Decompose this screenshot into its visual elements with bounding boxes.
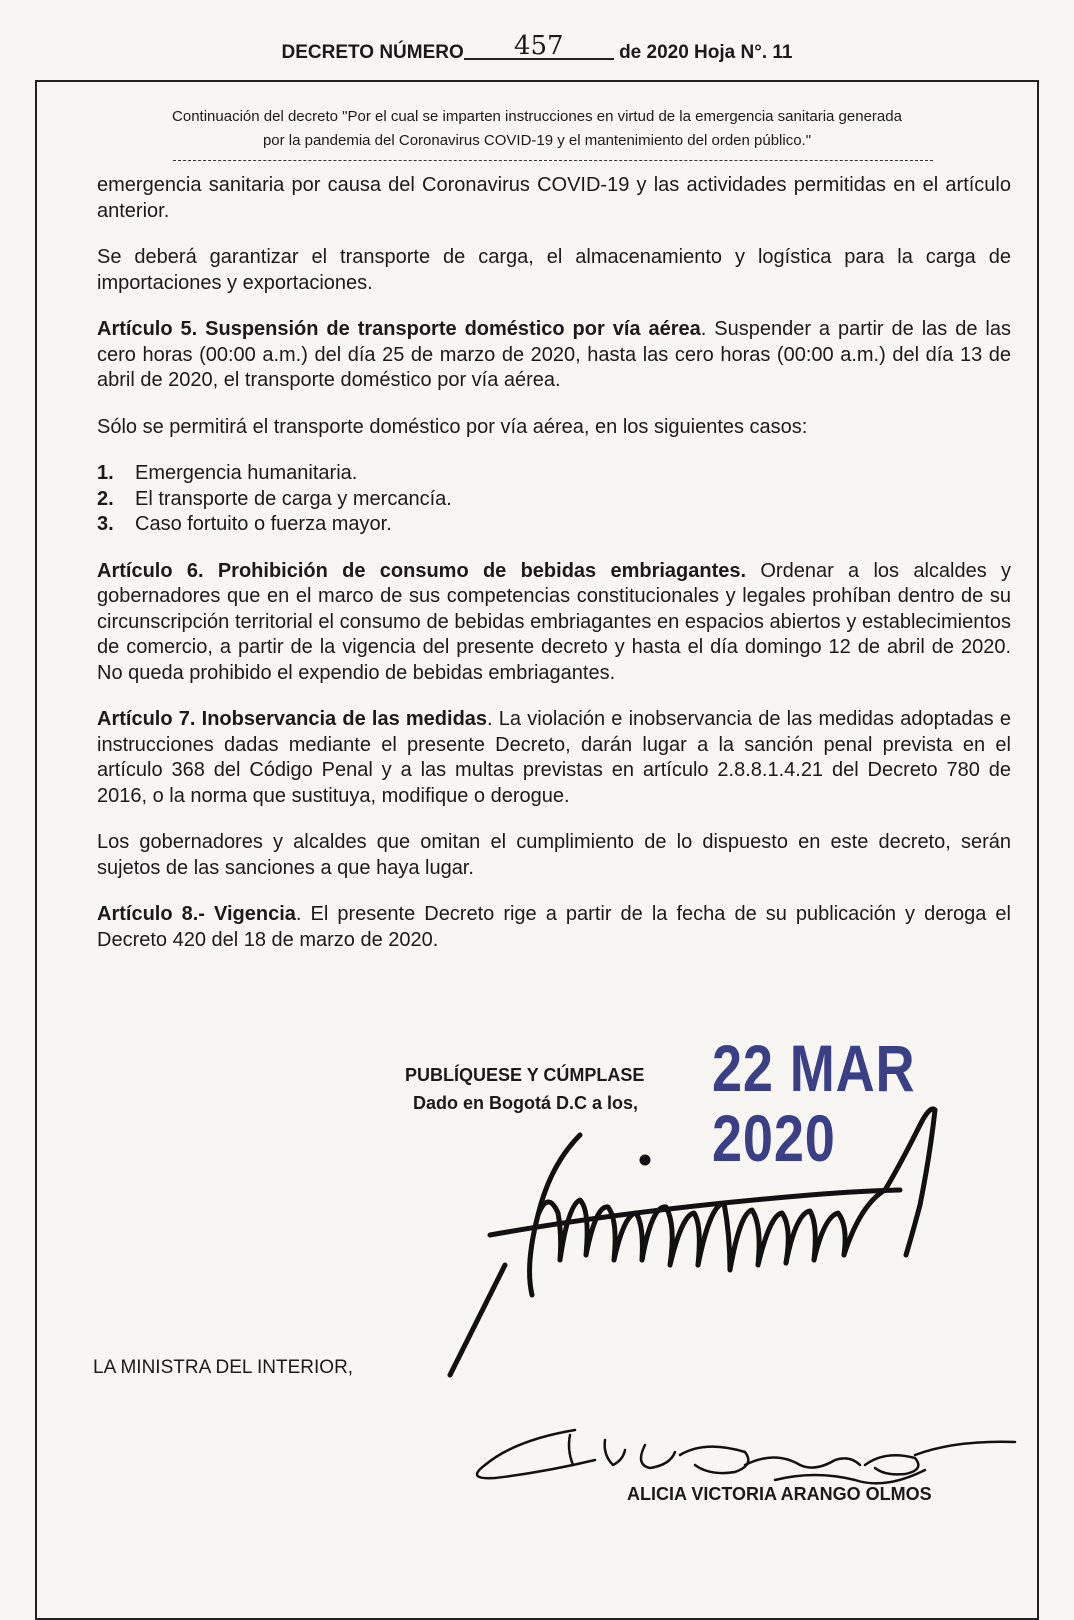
continuation-line-1: Continuación del decreto "Por el cual se imparten instrucciones en virtud de la emergencia sanitaria generada [172,108,902,125]
article-8-title: Artículo 8.- Vigencia [97,903,296,925]
article-7 [97,707,1011,809]
document-body [97,173,1011,974]
decree-number-label: DECRETO NÚMERO [281,42,464,63]
article-6-text: Ordenar a los alcaldes y gobernadores que en el marco de sus competencias constitucionales y legales prohíban dentro de su circunscripción territorial el consumo de bebidas embriagantes en espacios abiertos y establecimientos de comercio, a partir de la vigencia del presente decreto y hasta el día domingo 12 de abril de 2020. No queda prohibido el expendio de bebidas embriagantes. [97,559,1011,684]
paragraph: Se deberá garantizar el transporte de carga, el almacenamiento y logística para la carga de importaciones y exportaciones. [97,246,1011,294]
date-stamp: 22 MAR 2020 [712,1031,916,1175]
list-item: 1. Emergencia humanitaria. [97,462,358,484]
paragraph: emergencia sanitaria por causa del Coronavirus COVID-19 y las actividades permitidas en el artículo anterior. [97,174,1011,222]
decree-header [0,31,1074,64]
minister-name: ALICIA VICTORIA ARANGO OLMOS [627,1484,932,1504]
dado-en-label: Dado en Bogotá D.C a los, [413,1093,639,1113]
continuation-line-2: por la pandemia del Coronavirus COVID-19 y el mantenimiento del orden público." [262,132,812,149]
separator-dashes [173,160,933,161]
article-5-title: Artículo 5. Suspensión de transporte doméstico por vía aérea [97,318,701,340]
minister-role: LA MINISTRA DEL INTERIOR, [93,1357,354,1378]
article-7-text: . La violación e inobservancia de las medidas adoptadas e instrucciones dadas mediante el presente Decreto, darán lugar a la sanción penal prevista en el artículo 368 del Código Penal y a las multas previstas en artículo 2.8.8.1.4.21 del Decreto 780 de 2016, o la norma que sustituya, modifique o derogue. [97,708,1011,807]
article-6 [97,559,1011,687]
publiquese-label: PUBLÍQUESE Y CÚMPLASE [405,1065,645,1085]
list-item: 3. Caso fortuito o fuerza mayor. [97,513,392,535]
decree-year-page: de 2020 Hoja N°. 11 [619,42,793,63]
decree-number: 457 [464,34,614,60]
article-7-title: Artículo 7. Inobservancia de las medidas [97,708,488,730]
article-8-text: . El presente Decreto rige a partir de la fecha de su publicación y deroga el Decreto 420 del 18 de marzo de 2020. [97,903,1011,951]
paragraph: Los gobernadores y alcaldes que omitan el cumplimiento de lo dispuesto en este decreto, serán sujetos de las sanciones a que haya lugar. [97,831,1011,879]
cases-intro: Sólo se permitirá el transporte doméstico por vía aérea, en los siguientes casos: [97,415,808,438]
cases-list [97,461,1011,538]
article-5 [97,317,1011,394]
president-signature [430,1095,1010,1395]
article-6-title: Artículo 6. Prohibición de consumo de bebidas embriagantes. [97,559,747,582]
list-item: 2. El transporte de carga y mercancía. [97,487,452,510]
article-8 [97,902,1011,953]
article-5-text: . Suspender a partir de las de las cero horas (00:00 a.m.) del día 25 de marzo de 2020, hasta las cero horas (00:00 a.m.) del día 13 de abril de 2020, el transporte doméstico por vía aérea. [97,318,1011,391]
